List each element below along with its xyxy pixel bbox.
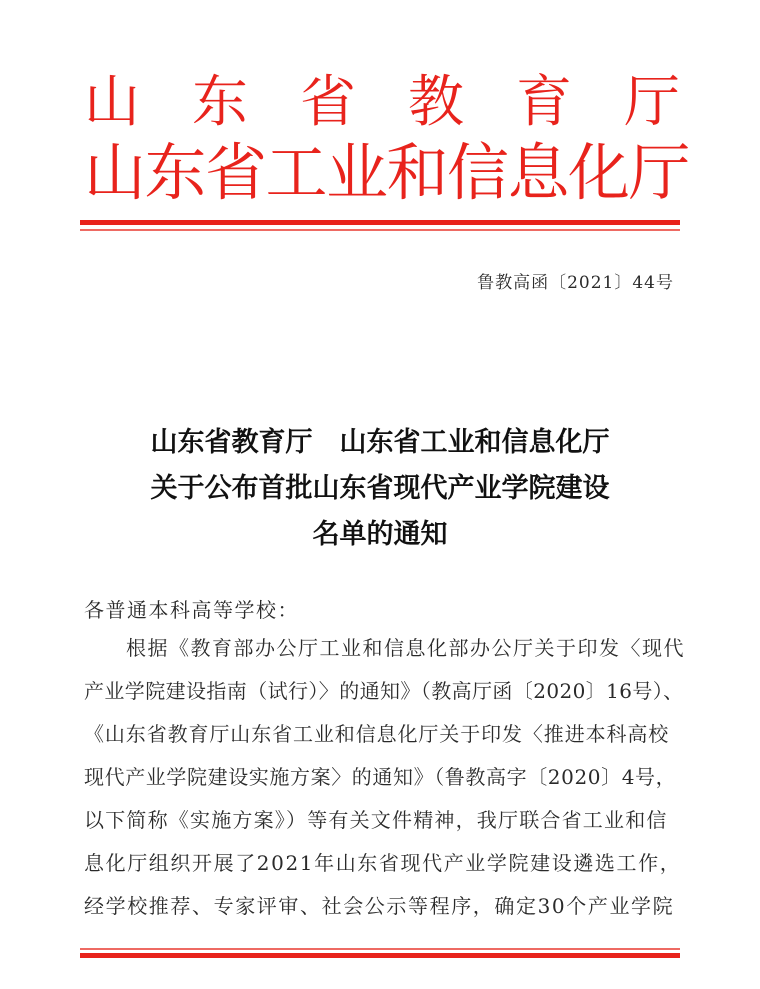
letterhead-char: 教 [408, 70, 464, 135]
document-title-line-2: 关于公布首批山东省现代产业学院建设 [150, 473, 610, 504]
letterhead-divider-thick [80, 220, 680, 225]
letterhead-divider-thin [80, 229, 680, 231]
body-line: 经学校推荐、专家评审、社会公示等程序，确定30个产业学院 [84, 894, 675, 918]
body-line: 《山东省教育厅山东省工业和信息化厅关于印发〈推进本科高校 [84, 722, 670, 746]
document-title-line-1: 山东省教育厅 山东省工业和信息化厅 [150, 427, 610, 458]
body-line: 产业学院建设指南（试行）〉的通知》（教高厅函〔2020〕16号）、 [84, 679, 684, 703]
body-line: 根据《教育部办公厅工业和信息化部办公厅关于印发〈现代 [126, 636, 685, 660]
letterhead-char: 厅 [624, 70, 680, 135]
footer-divider-thin [80, 948, 680, 950]
letterhead-line2-text: 山东省工业和信息化厅 [84, 136, 690, 209]
letterhead-char: 山 [84, 70, 140, 135]
body-line: 现代产业学院建设实施方案〉的通知》（鲁教高字〔2020〕4号， [84, 765, 677, 789]
letterhead-industry-department [84, 136, 690, 209]
body-line: 息化厅组织开展了2021年山东省现代产业学院建设遴选工作， [84, 851, 682, 875]
letterhead-char: 东 [192, 70, 248, 135]
footer-divider-thick [80, 953, 680, 958]
document-title-line-3: 名单的通知 [312, 519, 448, 550]
letterhead-char: 育 [516, 70, 572, 135]
body-line: 以下简称《实施方案》）等有关文件精神，我厅联合省工业和信 [84, 808, 668, 832]
letterhead-char: 省 [300, 70, 356, 135]
letterhead-education-department [84, 72, 680, 134]
document-number: 鲁教高函〔2021〕44号 [477, 273, 674, 293]
salutation: 各普通本科高等学校： [84, 598, 299, 622]
